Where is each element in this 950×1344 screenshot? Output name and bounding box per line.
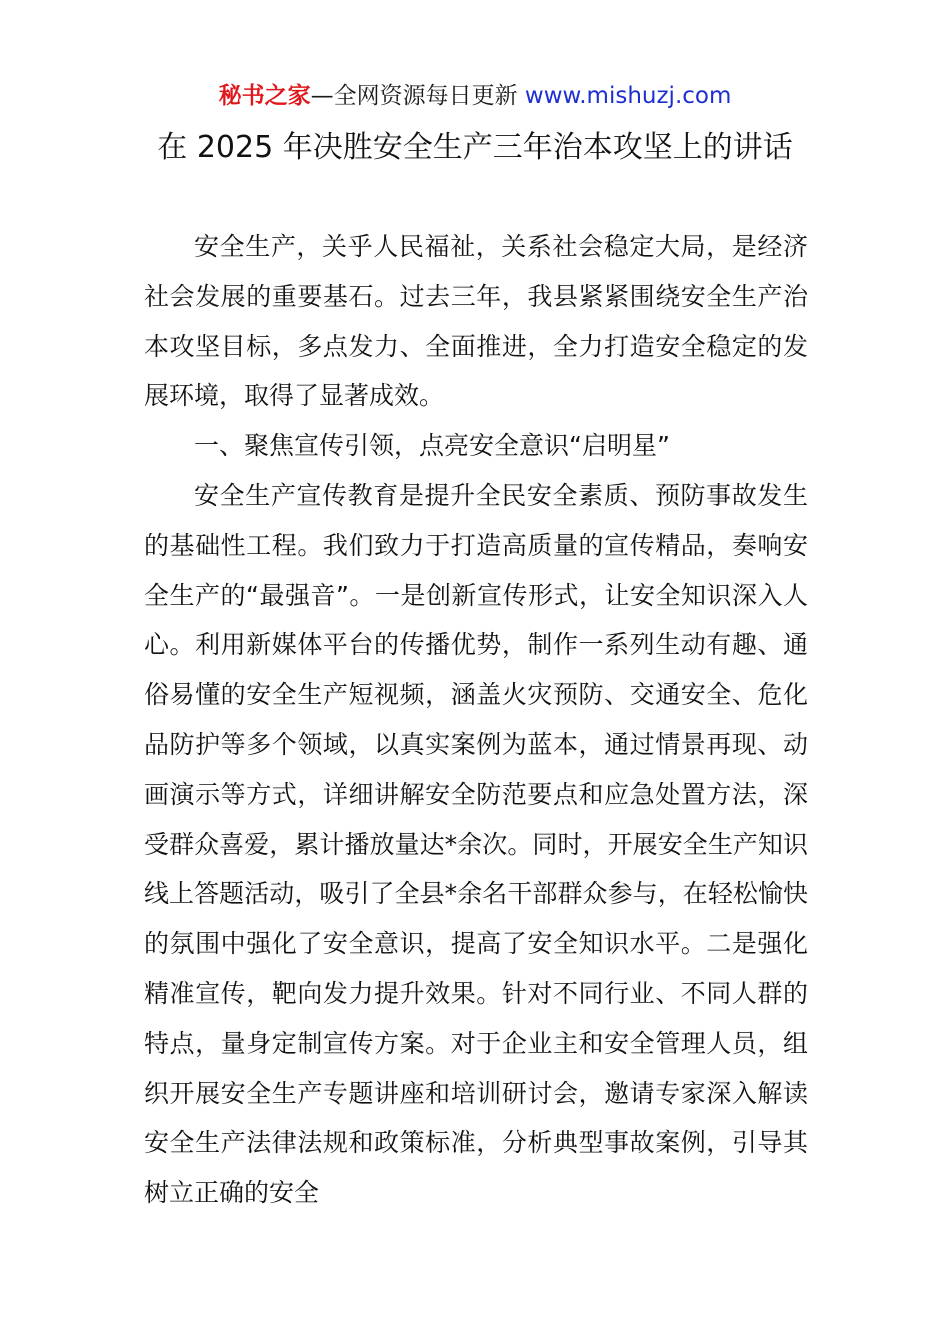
brand-name: 秘书之家: [218, 83, 311, 109]
banner-tagline: —全网资源每日更新: [310, 83, 525, 109]
document-body: [144, 222, 808, 1218]
paragraph-section-1: 安全生产宣传教育是提升全民安全素质、预防事故发生的基础性工程。我们致力于打造高质量的宣传精品，奏响安全生产的“最强音”。一是创新宣传形式，让安全知识深入人心。利用新媒体平台的传播优势，制作一系列生动有趣、通俗易懂的安全生产短视频，涵盖火灾预防、交通安全、危化品防护等多个领域，以真实案例为蓝本，通过情景再现、动画演示等方式，详细讲解安全防范要点和应急处置方法，深受群众喜爱，累计播放量达*余次。同时，开展安全生产知识线上答题活动，吸引了全县*余名干部群众参与，在轻松愉快的氛围中强化了安全意识，提高了安全知识水平。二是强化精准宣传，靶向发力提升效果。针对不同行业、不同人群的特点，量身定制宣传方案。对于企业主和安全管理人员，组织开展安全生产专题讲座和培训研讨会，邀请专家深入解读安全生产法律法规和政策标准，分析典型事故案例，引导其树立正确的安全: [144, 480, 808, 1208]
paragraph-intro: 安全生产，关乎人民福祉，关系社会稳定大局，是经济社会发展的重要基石。过去三年，我县紧紧围绕安全生产治本攻坚目标，多点发力、全面推进，全力打造安全稳定的发展环境，取得了显著成效。: [144, 232, 808, 411]
site-url-link[interactable]: www.mishuzj.com: [524, 83, 732, 109]
section-heading-1: 一、聚焦宣传引领，点亮安全意识“启明星”: [194, 431, 670, 461]
document-title: 在 2025 年决胜安全生产三年治本攻坚上的讲话: [157, 130, 793, 165]
site-banner: [0, 80, 950, 112]
